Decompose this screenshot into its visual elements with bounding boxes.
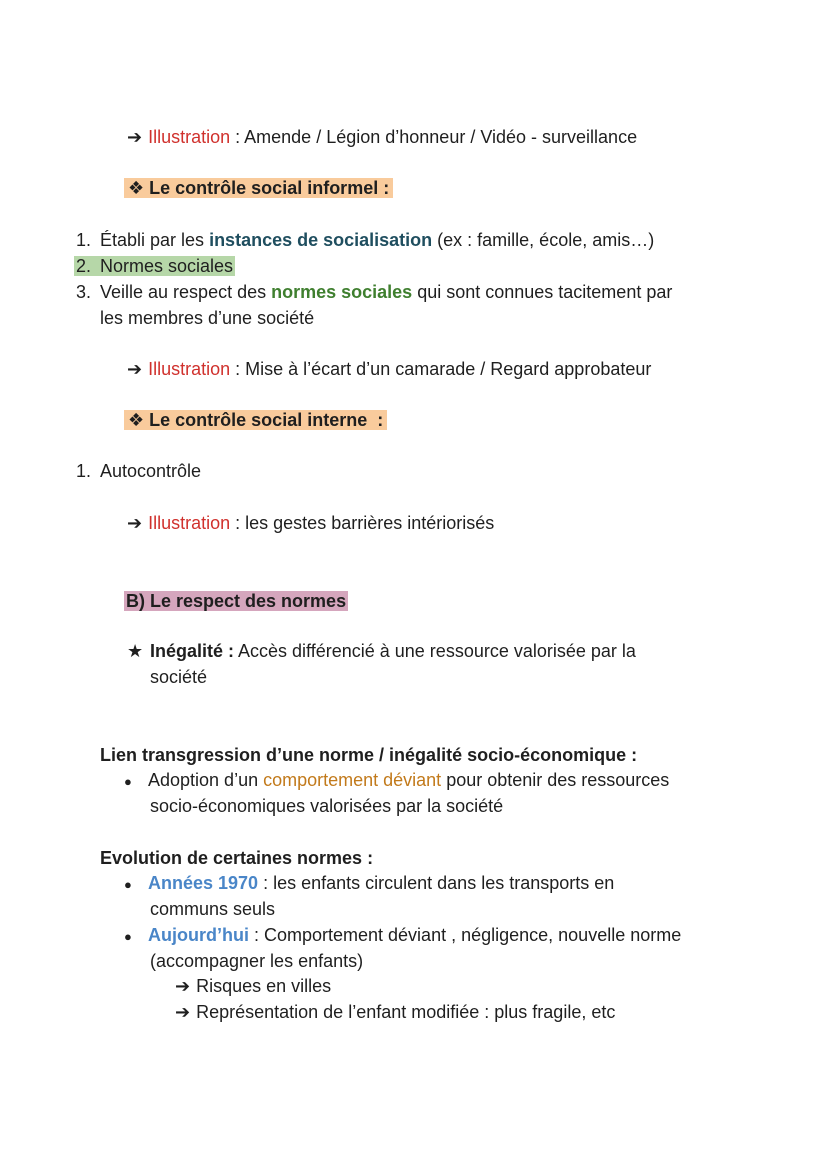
illustration-line-2 bbox=[127, 356, 651, 382]
list-text: Veille au respect des bbox=[100, 282, 272, 302]
illustration-label: Illustration bbox=[148, 127, 231, 147]
illustration-line-3 bbox=[127, 510, 494, 536]
list-text: (ex : famille, école, amis…) bbox=[432, 230, 655, 250]
arrow-icon: ➔ bbox=[175, 1002, 191, 1022]
evolution-heading: Evolution de certaines normes : bbox=[100, 848, 374, 868]
list-text: Normes sociales bbox=[100, 256, 234, 276]
list-item bbox=[74, 253, 235, 279]
arrow-icon: ➔ bbox=[127, 127, 143, 147]
sub-item bbox=[175, 999, 615, 1025]
illustration-line-1 bbox=[127, 124, 637, 150]
list-text: Autocontrôle bbox=[100, 461, 202, 481]
bullet-text: pour obtenir des ressources bbox=[441, 770, 670, 790]
section-heading-respect bbox=[124, 588, 348, 614]
illustration-label: Illustration bbox=[148, 359, 231, 379]
bullet-dot-icon: ● bbox=[124, 774, 132, 789]
illustration-text: : les gestes barrières intériorisés bbox=[230, 513, 495, 533]
definition-continuation: société bbox=[150, 667, 208, 687]
heading-informel bbox=[124, 175, 393, 201]
star-icon: ★ bbox=[127, 641, 144, 661]
lien-heading: Lien transgression d’une norme / inégalité socio-économique : bbox=[100, 745, 638, 765]
diamond-icon: ❖ bbox=[128, 178, 145, 198]
bullet-text: : les enfants circulent dans les transports en bbox=[258, 873, 615, 893]
arrow-icon: ➔ bbox=[175, 976, 191, 996]
list-text: Établi par les bbox=[100, 230, 210, 250]
definition-inegalite bbox=[127, 638, 636, 664]
sub-item-text: Risques en villes bbox=[196, 976, 332, 996]
heading-interne-text: Le contrôle social interne : bbox=[149, 410, 384, 430]
diamond-icon: ❖ bbox=[128, 410, 145, 430]
bullet-dot-icon: ● bbox=[124, 877, 132, 892]
definition-text: Accès différencié à une ressource valorisée par la bbox=[234, 641, 636, 661]
list-text: qui sont connues tacitement par bbox=[412, 282, 673, 302]
illustration-text: : Mise à l’écart d’un camarade / Regard approbateur bbox=[230, 359, 652, 379]
list-keyword: instances de socialisation bbox=[209, 230, 433, 250]
bullet-dot-icon: ● bbox=[124, 929, 132, 944]
sub-item bbox=[175, 973, 331, 999]
section-heading-text: B) Le respect des normes bbox=[126, 591, 347, 611]
arrow-icon: ➔ bbox=[127, 359, 143, 379]
heading-interne bbox=[124, 407, 387, 433]
list-keyword: normes sociales bbox=[271, 282, 413, 302]
bullet-continuation: (accompagner les enfants) bbox=[150, 951, 364, 971]
illustration-text: : Amende / Légion d’honneur / Vidéo - surveillance bbox=[230, 127, 638, 147]
bullet-text: : Comportement déviant , négligence, nouvelle norme bbox=[248, 925, 682, 945]
list-item bbox=[76, 279, 672, 305]
bullet-continuation: communs seuls bbox=[150, 899, 276, 919]
list-item-continuation: les membres d’une société bbox=[100, 308, 315, 328]
bullet-item bbox=[124, 922, 681, 950]
bullet-continuation: socio-économiques valorisées par la société bbox=[150, 796, 504, 816]
bullet-item bbox=[124, 767, 669, 795]
bullet-key: Aujourd’hui bbox=[148, 925, 249, 945]
arrow-icon: ➔ bbox=[127, 513, 143, 533]
list-number: 1. bbox=[76, 230, 92, 250]
heading-informel-text: Le contrôle social informel : bbox=[149, 178, 390, 198]
list-number: 3. bbox=[76, 282, 92, 302]
definition-term: Inégalité : bbox=[150, 641, 235, 661]
bullet-highlight: comportement déviant bbox=[263, 770, 442, 790]
bullet-item bbox=[124, 870, 614, 898]
list-number: 1. bbox=[76, 461, 92, 481]
list-number: 2. bbox=[76, 256, 92, 276]
bullet-text: Adoption d’un bbox=[148, 770, 264, 790]
list-item bbox=[76, 458, 201, 484]
list-item bbox=[76, 227, 654, 253]
illustration-label: Illustration bbox=[148, 513, 231, 533]
bullet-key: Années 1970 bbox=[148, 873, 259, 893]
sub-item-text: Représentation de l’enfant modifiée : plus fragile, etc bbox=[196, 1002, 616, 1022]
